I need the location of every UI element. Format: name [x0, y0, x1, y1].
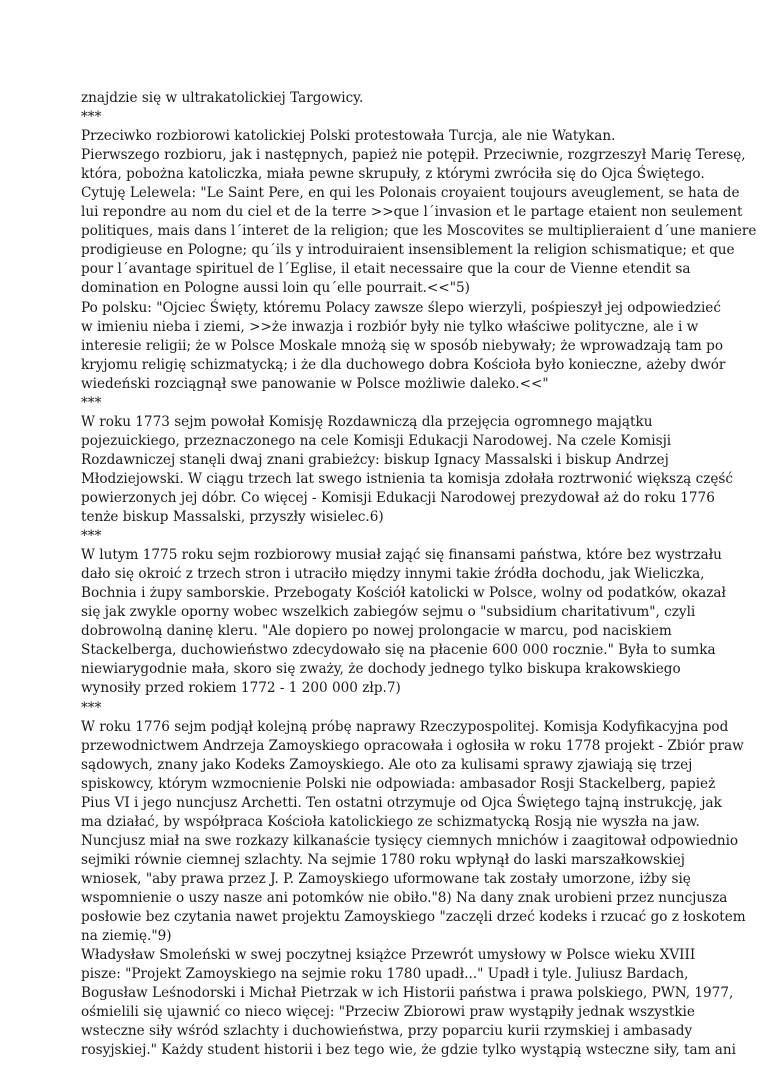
text-line: Rozdawniczej stanęli dwaj znani grabieżcy: biskup Ignacy Massalski i biskup Andrzej	[81, 451, 669, 468]
text-line: politiques, mais dans l´interet de la religion; que les Moscovites se multiplieraient d´une maniere	[81, 223, 757, 240]
text-line: prodigieuse en Pologne; qu´ils y introduiraient insensiblement la religion schismatique; et que	[81, 242, 735, 259]
text-line: wspomnienie o uszy nasze ani potomków nie obiło."8) Na dany znak urobieni przez nuncjusza	[81, 889, 728, 906]
text-line: Władysław Smoleński w swej poczytnej książce Przewrót umysłowy w Polsce wieku XVIII	[81, 947, 696, 964]
text-line: Po polsku: "Ojciec Święty, któremu Polacy zawsze ślepo wierzyli, pośpieszył jej odpowiedzieć	[81, 299, 721, 316]
text-line: lui repondre au nom du ciel et de la terre >>que l´invasion et le partage etaient non seulement	[81, 204, 743, 221]
text-line: sądowych, znany jako Kodeks Zamoyskiego. Ale oto za kulisami sprawy zjawiają się trzej	[81, 756, 693, 773]
text-line: rosyjskiej." Każdy student historii i bez tego wie, że gdzie tylko wystąpią wsteczne siły, tam ani	[81, 1042, 737, 1059]
text-line: Pierwszego rozbioru, jak i następnych, papież nie potępił. Przeciwnie, rozgrzeszył Marię Teresę,	[81, 147, 746, 164]
text-line: która, pobożna katoliczka, miała pewne skrupuły, z którymi zwróciła się do Ojca Świętego.	[81, 166, 705, 183]
text-line: znajdzie się w ultrakatolickiej Targowicy.	[81, 90, 364, 106]
text-line: ***	[81, 109, 102, 126]
text-line: niewiarygodnie mała, skoro się zważy, że dochody jednego tylko biskupa krakowskiego	[81, 661, 681, 678]
text-line: domination en Pologne aussi loin qu´elle pourrait.<<"5)	[81, 280, 470, 297]
text-line: ***	[81, 528, 102, 545]
text-line: tenże biskup Massalski, przyszły wisielec.6)	[81, 509, 384, 526]
text-line: powierzonych jej dóbr. Co więcej - Komisji Edukacji Narodowej prezydował aż do roku 1776	[81, 489, 715, 506]
text-line: W lutym 1775 roku sejm rozbiorowy musiał zająć się finansami państwa, które bez wystrzału	[81, 547, 722, 564]
text-line: pojezuickiego, przeznaczonego na cele Komisji Edukacji Narodowej. Na czele Komisji	[81, 432, 672, 449]
text-line: wsteczne siły wśród szlachty i duchowieństwa, przy poparciu kurii rzymskiej i ambasady	[81, 1023, 693, 1040]
text-line: na ziemię."9)	[81, 928, 172, 945]
text-line: przewodnictwem Andrzeja Zamoyskiego opracowała i ogłosiła w roku 1778 projekt - Zbiór praw	[81, 737, 744, 754]
text-line: wynosiły przed rokiem 1772 - 1 200 000 złp.7)	[81, 680, 401, 697]
text-line: wniosek, "aby prawa przez J. P. Zamoyskiego uformowane tak zostały umorzone, iżby się	[81, 870, 691, 887]
text-line: Bogusław Leśnodorski i Michał Pietrzak w ich Historii państwa i prawa polskiego, PWN, 1977,	[81, 985, 734, 1002]
text-line: sejmiki równie ciemnej szlachty. Na sejmie 1780 roku wpłynął do laski marszałkowskiej	[81, 851, 685, 868]
text-line: interesie religii; że w Polsce Moskale mnożą się w sposób niebywały; że wprowadzają tam po	[81, 337, 724, 354]
text-line: kryjomu religię schizmatycką; i że dla duchowego dobra Kościoła było konieczne, ażeby dwór	[81, 356, 726, 373]
text-line: Młodziejowski. W ciągu trzech lat swego istnienia ta komisja zdołała roztrwonić większą część	[81, 470, 734, 487]
text-line: ***	[81, 394, 102, 411]
text-line: się jak zwykle oporny wobec wszelkich zabiegów sejmu o "subsidium charitativum", czyli	[81, 604, 696, 621]
text-line: dało się okroić z trzech stron i utraciło między innymi takie źródła dochodu, jak Wieliczka,	[81, 566, 705, 583]
text-line: wiedeński rozciągnął swe panowanie w Polsce możliwie daleko.<<"	[81, 375, 549, 392]
text-line: spiskowcy, którym wzmocnienie Polski nie odpowiada: ambasador Rosji Stackelberg, papież	[81, 775, 716, 792]
text-line: Nuncjusz miał na swe rozkazy kilkanaście tysięcy ciemnych mnichów i zaagitował odpowiednio	[81, 832, 739, 849]
text-line: W roku 1773 sejm powołał Komisję Rozdawniczą dla przejęcia ogromnego majątku	[81, 413, 653, 430]
text-line: Stackelberga, duchowieństwo zdecydowało się na płacenie 600 000 rocznie." Była to sumka	[81, 642, 716, 659]
text-line: Cytuję Lelewela: "Le Saint Pere, en qui les Polonais croyaient toujours aveuglement, se hata de	[81, 185, 740, 202]
text-line: Pius VI i jego nuncjusz Archetti. Ten ostatni otrzymuje od Ojca Świętego tajną instrukcję, jak	[81, 794, 722, 811]
text-line: pisze: "Projekt Zamoyskiego na sejmie roku 1780 upadł..." Upadł i tyle. Juliusz Bardach,	[81, 966, 689, 983]
text-line: ma działać, by współpraca Kościoła katolickiego ze schizmatycką Rosją nie wyszła na jaw.	[81, 813, 700, 830]
text-line: Bochnia i żupy samborskie. Przebogaty Kościół katolicki w Polsce, wolny od podatków, okazał	[81, 585, 726, 602]
text-line: posłowie bez czytania nawet projektu Zamoyskiego "zaczęli drzeć kodeks i rzucać go z łoskotem	[81, 909, 746, 926]
text-line: ***	[81, 699, 102, 716]
text-line: pour l´avantage spirituel de l´Eglise, il etait necessaire que la cour de Vienne etendit sa	[81, 261, 691, 278]
text-line: w imieniu nieba i ziemi, >>że inwazja i rozbiór były nie tylko właściwe polityczne, ale i w	[81, 318, 699, 335]
text-line: Przeciwko rozbiorowi katolickiej Polski protestowała Turcja, ale nie Watykan.	[81, 128, 616, 145]
text-line: W roku 1776 sejm podjął kolejną próbę naprawy Rzeczypospolitej. Komisja Kodyfikacyjna pod	[81, 718, 729, 735]
text-line: dobrowolną daninę kleru. "Ale dopiero po nowej prolongacie w marcu, pod naciskiem	[81, 623, 672, 640]
document-page	[81, 89, 757, 1060]
text-line: ośmielili się ujawnić co nieco więcej: "Przeciw Zbiorowi praw wystąpiły jednak wszystkie	[81, 1004, 695, 1021]
